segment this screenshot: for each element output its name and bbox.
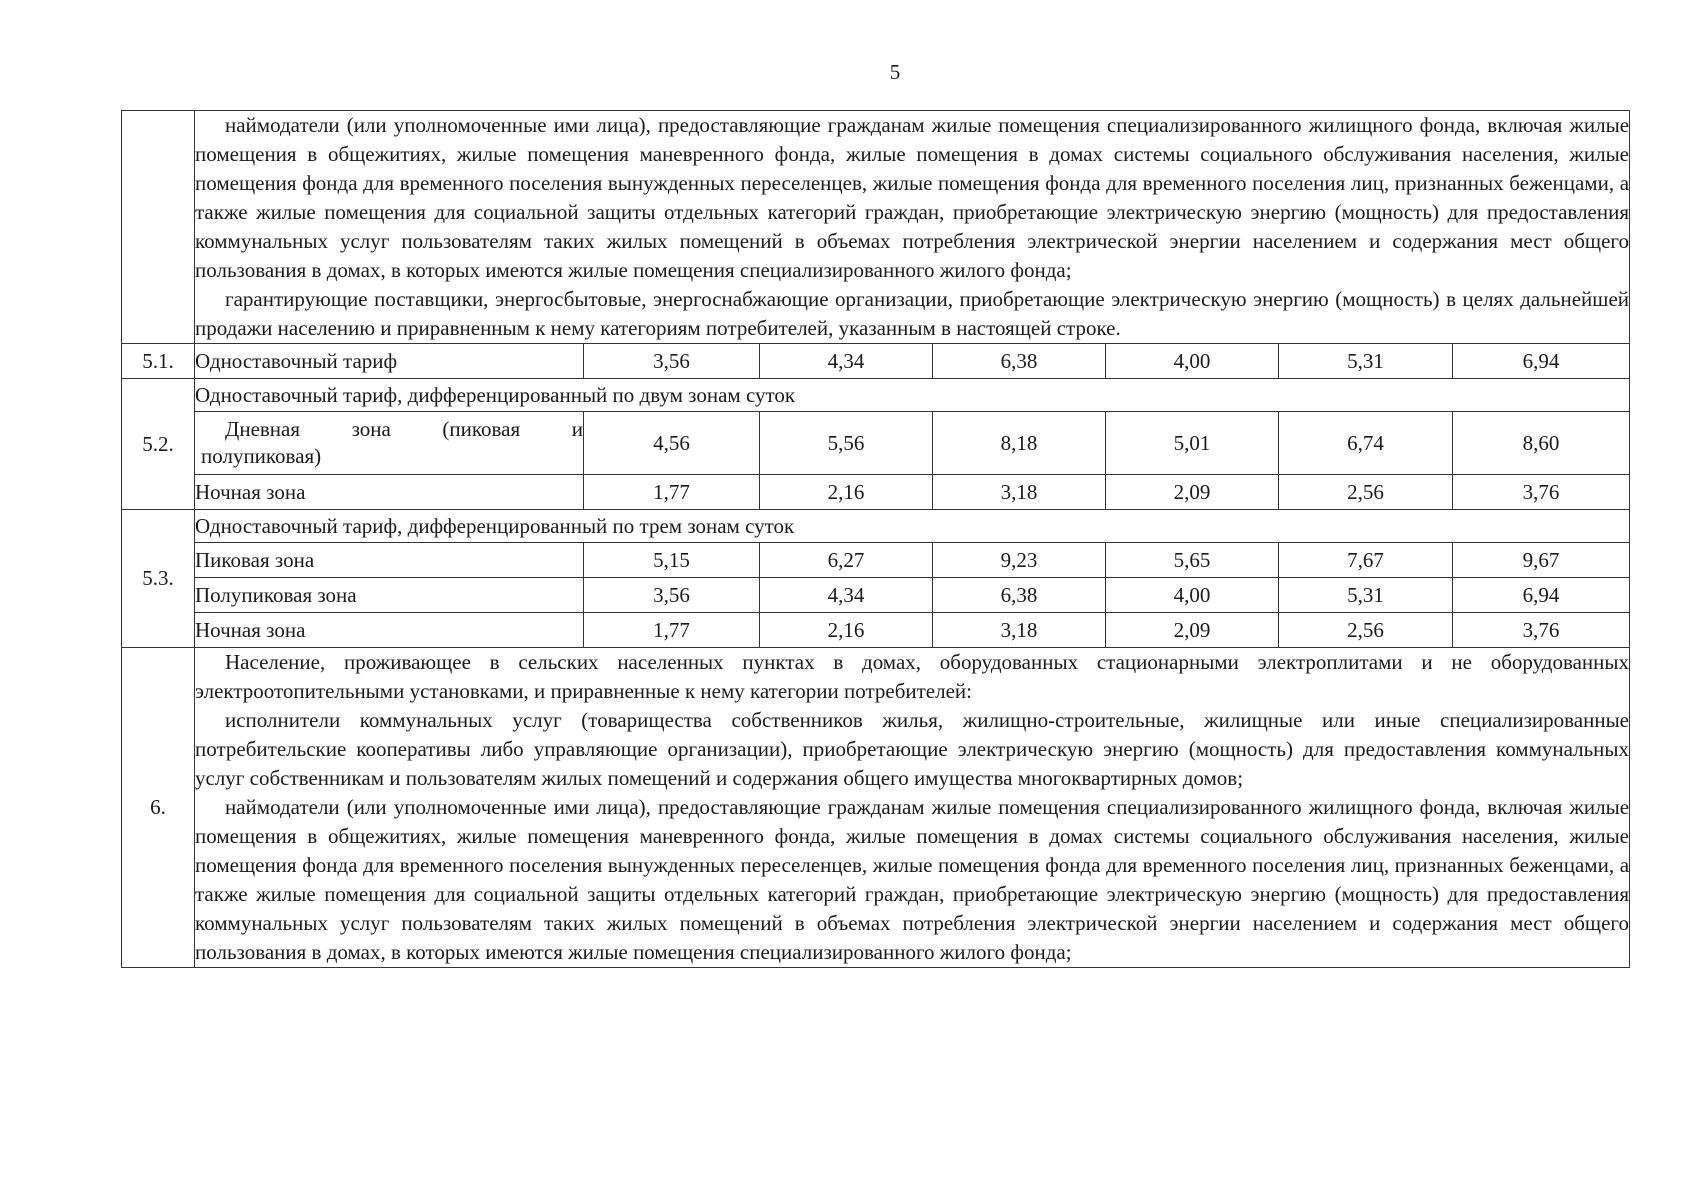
tariff-value: 5,56 — [760, 412, 933, 475]
tariff-value: 4,34 — [760, 344, 933, 379]
tariff-label: Ночная зона — [195, 475, 584, 510]
tariff-label: Полупиковая зона — [195, 578, 584, 613]
tariff-value: 5,31 — [1279, 344, 1453, 379]
label-word: зона — [351, 417, 391, 441]
tariff-label: Пиковая зона — [195, 543, 584, 578]
row-number-empty — [122, 111, 195, 344]
row-number: 5.2. — [122, 379, 195, 510]
tariff-subheader: Одноставочный тариф, дифференцированный по трем зонам суток — [195, 510, 1630, 543]
table-row-5-3-night — [122, 613, 1630, 648]
row-number: 5.3. — [122, 510, 195, 648]
table-row-intro — [122, 111, 1630, 344]
tariff-value: 5,01 — [1106, 412, 1279, 475]
tariff-label: Ночная зона — [195, 613, 584, 648]
tariff-value: 9,23 — [933, 543, 1106, 578]
label-word: (пиковая — [442, 417, 521, 441]
tariff-value: 2,56 — [1279, 475, 1453, 510]
tariff-label — [195, 412, 584, 475]
row-number: 6. — [122, 648, 195, 968]
tariff-subheader: Одноставочный тариф, дифференцированный по двум зонам суток — [195, 379, 1630, 412]
tariff-value: 6,94 — [1453, 344, 1630, 379]
table-row-5-3-peak — [122, 543, 1630, 578]
tariff-value: 1,77 — [584, 613, 760, 648]
tariff-value: 2,09 — [1106, 613, 1279, 648]
tariff-table — [121, 110, 1630, 968]
tariff-value: 5,15 — [584, 543, 760, 578]
table-row-5-2-header — [122, 379, 1630, 412]
row-number: 5.1. — [122, 344, 195, 379]
tariff-value: 8,60 — [1453, 412, 1630, 475]
label-word: Дневная — [225, 417, 301, 441]
tariff-value: 3,76 — [1453, 613, 1630, 648]
tariff-value: 2,56 — [1279, 613, 1453, 648]
tariff-value: 6,38 — [933, 578, 1106, 613]
intro-paragraph: гарантирующие поставщики, энергосбытовые, энергоснабжающие организации, приобретающие электрическую энергию (мощность) в целях дальнейшей продажи населению и приравненным к нему категориям потребителей, указанным в настоящей строке. — [195, 287, 1630, 340]
tariff-value: 8,18 — [933, 412, 1106, 475]
row-6-paragraph: наймодатели (или уполномоченные ими лица), предоставляющие гражданам жилые помещения специализированного жилищного фонда, включая жилые помещения в общежитиях, жилые помещения маневренного фонда, жилые помещения в домах системы социального обслуживания населения, жилые помещения фонда для временного поселения вынужденных переселенцев, жилые помещения фонда для временного поселения лиц, признанных беженцами, а также жилые помещения для социальной защиты отдельных категорий граждан, приобретающие электрическую энергию (мощность) для предоставления коммунальных услуг пользователям таких жилых помещений в объемах потребления электрической энергии населением и содержания мест общего пользования в домах, в которых имеются жилые помещения специализированного жилого фонда; — [195, 795, 1630, 964]
tariff-value: 4,56 — [584, 412, 760, 475]
table-row-5-3-header — [122, 510, 1630, 543]
tariff-value: 6,27 — [760, 543, 933, 578]
tariff-value: 2,16 — [760, 613, 933, 648]
row-6-paragraph: исполнители коммунальных услуг (товарищества собственников жилья, жилищно-строительные, жилищные или иные специализированные потребительские кооперативы либо управляющие организации), приобретающие электрическую энергию (мощность) для предоставления коммунальных услуг собственникам и пользователям жилых помещений и содержания общего имущества многоквартирных домов; — [195, 708, 1630, 790]
row-6-paragraph: Население, проживающее в сельских населенных пунктах в домах, оборудованных стационарными электроплитами и не оборудованных электроотопительными установками, и приравненные к нему категории потребителей: — [195, 650, 1630, 703]
tariff-value: 5,65 — [1106, 543, 1279, 578]
tariff-label: Одноставочный тариф — [195, 344, 584, 379]
table-row-5-3-halfpeak — [122, 578, 1630, 613]
label-line: полупиковая) — [201, 444, 322, 468]
label-word: и — [571, 417, 583, 441]
tariff-value: 4,00 — [1106, 344, 1279, 379]
intro-paragraph: наймодатели (или уполномоченные ими лица), предоставляющие гражданам жилые помещения специализированного жилищного фонда, включая жилые помещения в общежитиях, жилые помещения маневренного фонда, жилые помещения в домах системы социального обслуживания населения, жилые помещения фонда для временного поселения вынужденных переселенцев, жилые помещения фонда для временного поселения лиц, признанных беженцами, а также жилые помещения для социальной защиты отдельных категорий граждан, приобретающие электрическую энергию (мощность) для предоставления коммунальных услуг пользователям таких жилых помещений в объемах потребления электрической энергии населением и содержания мест общего пользования в домах, в которых имеются жилые помещения специализированного жилого фонда; — [195, 113, 1630, 282]
table-row-5-2-day — [122, 412, 1630, 475]
tariff-value: 3,18 — [933, 613, 1106, 648]
tariff-value: 6,74 — [1279, 412, 1453, 475]
tariff-value: 1,77 — [584, 475, 760, 510]
tariff-value: 2,09 — [1106, 475, 1279, 510]
tariff-value: 2,16 — [760, 475, 933, 510]
row-6-text-cell — [195, 648, 1630, 968]
tariff-value: 3,18 — [933, 475, 1106, 510]
table-row-5-2-night — [122, 475, 1630, 510]
tariff-value: 6,94 — [1453, 578, 1630, 613]
tariff-value: 5,31 — [1279, 578, 1453, 613]
tariff-value: 7,67 — [1279, 543, 1453, 578]
intro-text-cell — [195, 111, 1630, 344]
table-row-6 — [122, 648, 1630, 968]
tariff-value: 3,56 — [584, 344, 760, 379]
tariff-value: 3,56 — [584, 578, 760, 613]
tariff-value: 4,00 — [1106, 578, 1279, 613]
tariff-value: 9,67 — [1453, 543, 1630, 578]
tariff-value: 4,34 — [760, 578, 933, 613]
tariff-value: 3,76 — [1453, 475, 1630, 510]
page-number: 5 — [889, 60, 901, 84]
table-row-5-1 — [122, 344, 1630, 379]
tariff-value: 6,38 — [933, 344, 1106, 379]
